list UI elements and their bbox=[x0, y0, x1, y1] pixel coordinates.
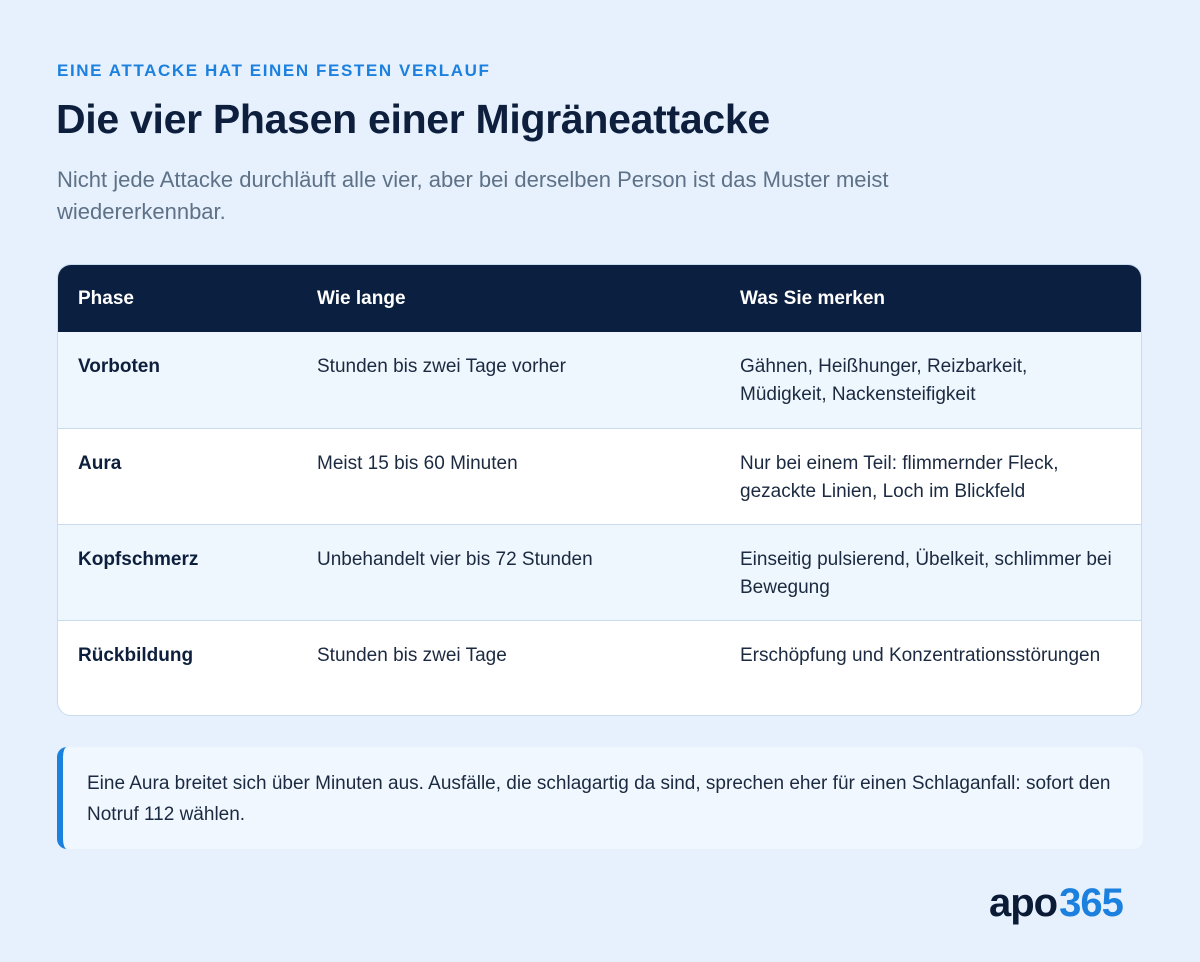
duration-cell: Stunden bis zwei Tage bbox=[317, 645, 507, 666]
table-row bbox=[58, 620, 1141, 716]
phases-table bbox=[57, 264, 1142, 716]
phase-cell: Kopfschmerz bbox=[78, 549, 199, 570]
page-subtitle: Nicht jede Attacke durchläuft alle vier, aber bei derselben Person ist das Muster meist wiedererkennbar. bbox=[57, 167, 889, 224]
warning-text: Eine Aura breitet sich über Minuten aus. Ausfälle, die schlagartig da sind, sprechen eher für einen Schlaganfall: sofort den Notruf 112 wählen. bbox=[87, 773, 1111, 825]
page-title: Die vier Phasen einer Migräneattacke bbox=[56, 96, 770, 142]
phase-cell: Aura bbox=[78, 453, 122, 474]
logo-brand: apo bbox=[989, 881, 1058, 925]
phase-cell: Rückbildung bbox=[78, 645, 194, 666]
table-row bbox=[58, 524, 1141, 620]
table-header bbox=[58, 265, 1141, 332]
eyebrow-label: EINE ATTACKE HAT EINEN FESTEN VERLAUF bbox=[57, 61, 491, 80]
duration-cell: Stunden bis zwei Tage vorher bbox=[317, 356, 566, 377]
table-row bbox=[58, 428, 1141, 524]
phase-cell: Vorboten bbox=[78, 356, 160, 377]
table-row bbox=[58, 332, 1141, 428]
duration-cell: Unbehandelt vier bis 72 Stunden bbox=[317, 549, 593, 570]
apo365-logo bbox=[989, 874, 1123, 926]
symptoms-cell: Einseitig pulsierend, Übelkeit, schlimmer bei Bewegung bbox=[740, 549, 1112, 598]
header-duration: Wie lange bbox=[317, 288, 406, 309]
symptoms-cell: Gähnen, Heißhunger, Reizbarkeit, Müdigkeit, Nackensteifigkeit bbox=[740, 356, 1028, 405]
header-symptoms: Was Sie merken bbox=[740, 288, 886, 309]
symptoms-cell: Nur bei einem Teil: flimmernder Fleck, gezackte Linien, Loch im Blickfeld bbox=[740, 453, 1059, 502]
logo-number: 365 bbox=[1059, 881, 1123, 925]
symptoms-cell: Erschöpfung und Konzentrationsstörungen bbox=[740, 645, 1101, 666]
duration-cell: Meist 15 bis 60 Minuten bbox=[317, 453, 518, 474]
warning-callout bbox=[57, 747, 1143, 849]
header-phase: Phase bbox=[78, 288, 134, 309]
